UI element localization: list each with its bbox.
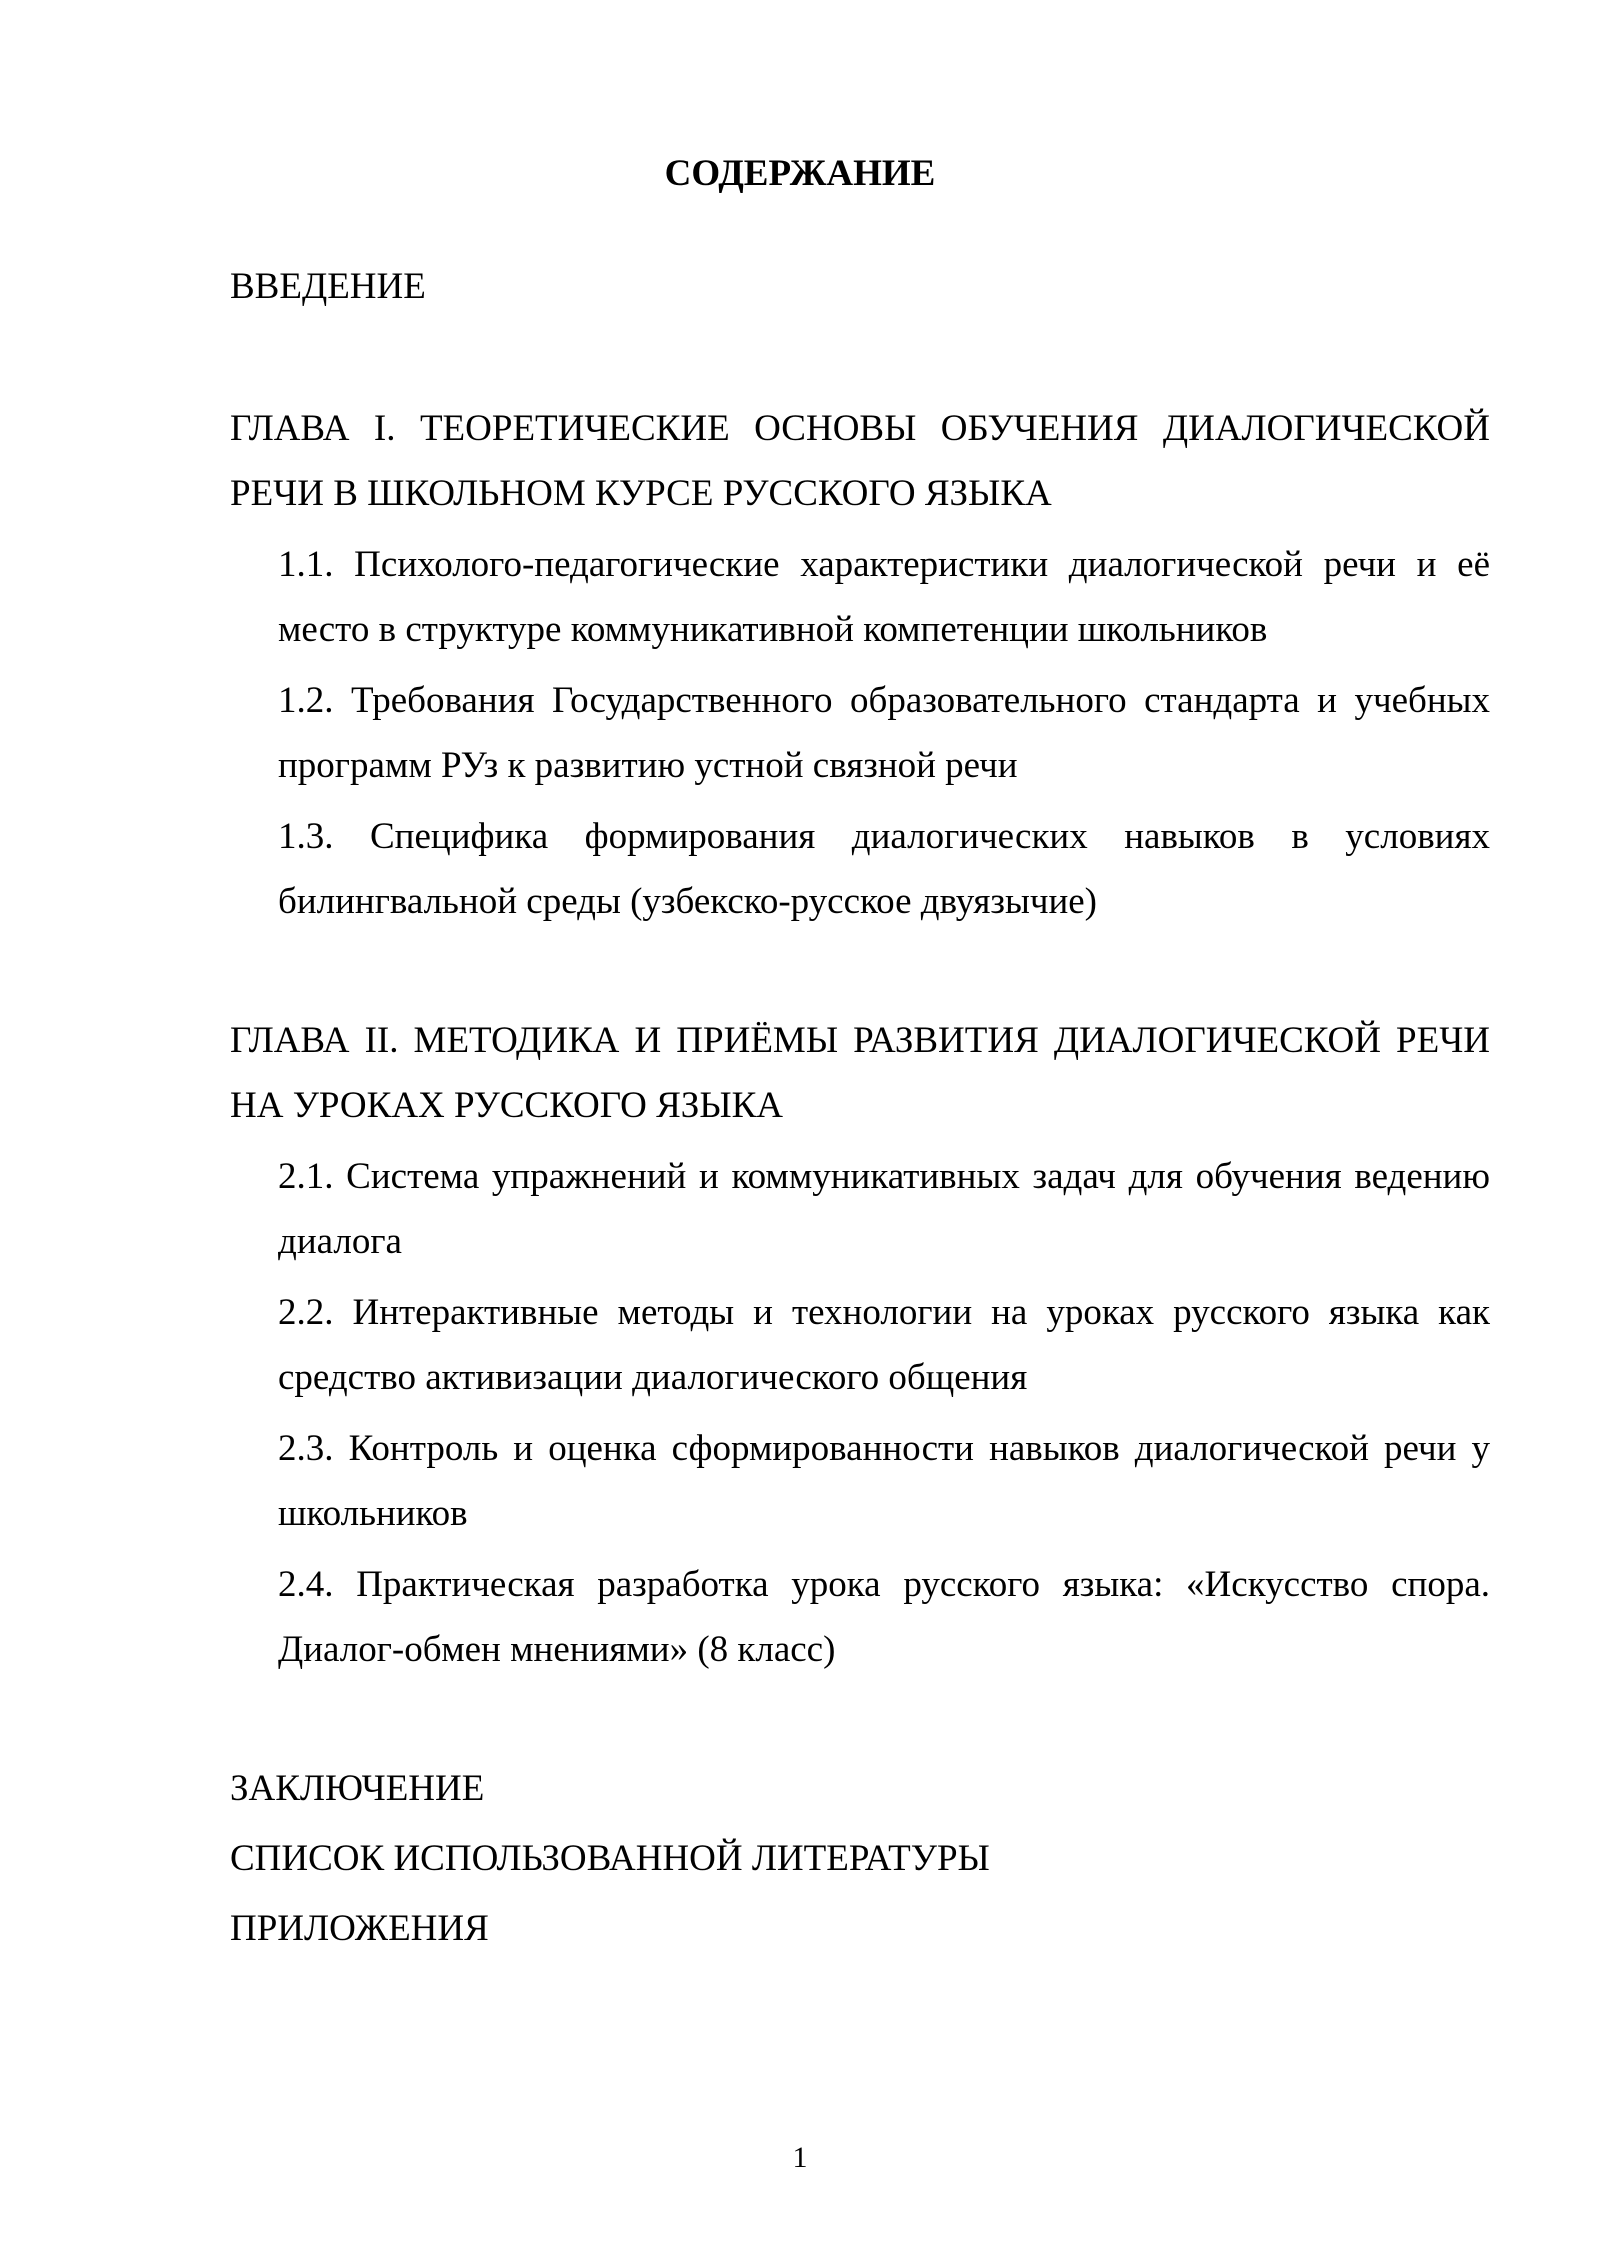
toc-chapter-1-title: ГЛАВА I. ТЕОРЕТИЧЕСКИЕ ОСНОВЫ ОБУЧЕНИЯ ДИАЛОГИЧЕСКОЙ РЕЧИ В ШКОЛЬНОМ КУРСЕ РУССКОГО ЯЗЫКА	[230, 408, 1490, 514]
toc-title: СОДЕРЖАНИЕ	[664, 153, 936, 194]
toc-chapter-2-title: ГЛАВА II. МЕТОДИКА И ПРИЁМЫ РАЗВИТИЯ ДИАЛОГИЧЕСКОЙ РЕЧИ НА УРОКАХ РУССКОГО ЯЗЫКА	[230, 1020, 1490, 1126]
toc-section-2-3: 2.3. Контроль и оценка сформированности навыков диалогической речи у школьников	[278, 1428, 1490, 1534]
toc-entry-conclusion: ЗАКЛЮЧЕНИЕ	[230, 1768, 485, 1809]
toc-section-2-1: 2.1. Система упражнений и коммуникативных задач для обучения ведению диалога	[278, 1156, 1490, 1262]
toc-entry-appendices: ПРИЛОЖЕНИЯ	[230, 1908, 489, 1949]
toc-entry-references: СПИСОК ИСПОЛЬЗОВАННОЙ ЛИТЕРАТУРЫ	[230, 1838, 990, 1879]
toc-entry-introduction: ВВЕДЕНИЕ	[230, 266, 426, 307]
toc-section-1-1: 1.1. Психолого-педагогические характеристики диалогической речи и её место в структуре коммуникативной компетенции школьников	[278, 544, 1490, 650]
page-number: 1	[792, 2141, 808, 2174]
toc-section-2-2: 2.2. Интерактивные методы и технологии на уроках русского языка как средство активизации диалогического общения	[278, 1292, 1490, 1398]
toc-section-1-3: 1.3. Специфика формирования диалогических навыков в условиях билингвальной среды (узбекско-русское двуязычие)	[278, 816, 1490, 922]
toc-section-2-4: 2.4. Практическая разработка урока русского языка: «Искусство спора. Диалог-обмен мнениями» (8 класс)	[278, 1564, 1490, 1670]
toc-section-1-2: 1.2. Требования Государственного образовательного стандарта и учебных программ РУз к развитию устной связной речи	[278, 680, 1490, 786]
